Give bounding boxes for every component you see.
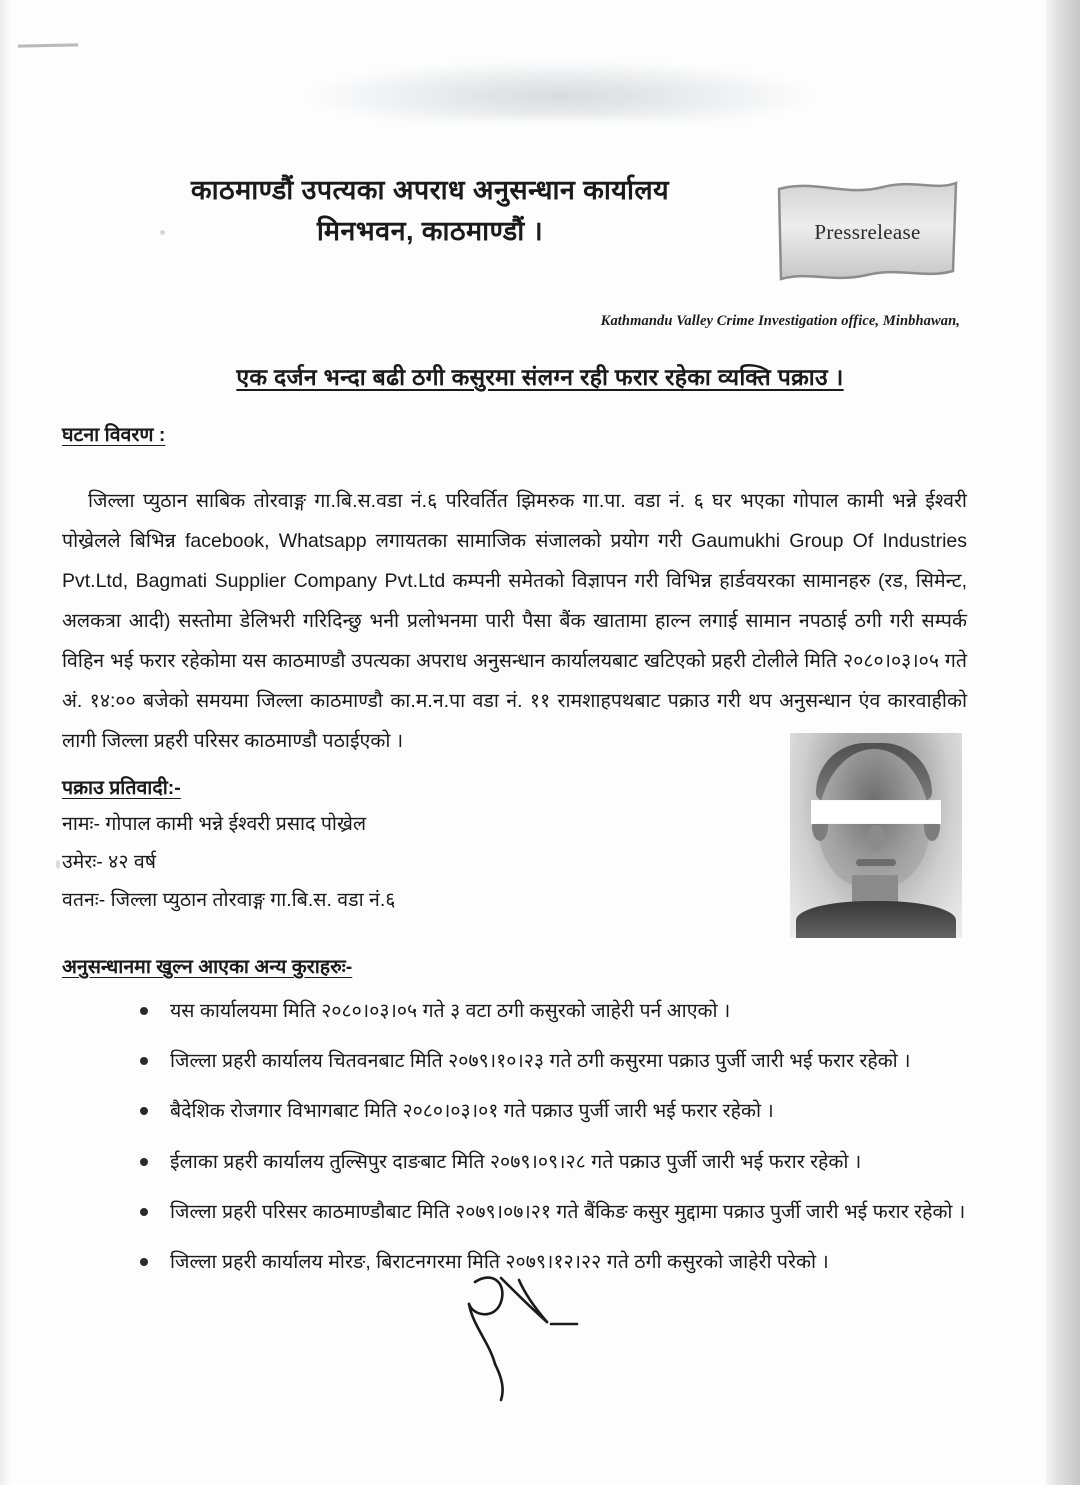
list-item-text: बैदेशिक रोजगार विभागबाट मिति २०८०।०३।०१ गते पक्राउ पुर्जी जारी भई फरार रहेको । (170, 1100, 774, 1123)
list-item-text: जिल्ला प्रहरी परिसर काठमाण्डौबाट मिति २०७९।०७।२१ गते बैंकिङ कसुर मुद्दामा पक्राउ पुर्जी जारी भई फरार रहेको । (170, 1200, 966, 1223)
photo-shoulders (796, 901, 956, 938)
arrested-defendant-label: पक्राउ प्रतिवादी:- (62, 777, 181, 799)
scan-speck (56, 860, 60, 869)
page-title: एक दर्जन भन्दा बढी ठगी कसुरमा संलग्न रही फरार रहेका व्यक्ति पक्राउ । (236, 364, 844, 390)
arrested-defendant-details (62, 805, 682, 919)
list-item-text: ईलाका प्रहरी कार्यालय तुल्सिपुर दाङबाट मिति २०७९।०९।२८ गते पक्राउ पुर्जी जारी भई फरार रहेको । (170, 1150, 862, 1173)
bullet-dot-icon (140, 1208, 148, 1216)
incident-details-label: घटना विवरण : (62, 424, 166, 446)
scan-smudge (300, 60, 820, 120)
accused-photo (790, 733, 962, 938)
office-name-english: Kathmandu Valley Crime Investigation office, Minbhawan, (600, 313, 960, 329)
press-release-ribbon (775, 175, 960, 290)
list-item (170, 1096, 972, 1127)
investigation-findings-list (62, 996, 972, 1297)
accused-address: वतनः- जिल्ला प्युठान तोरवाङ्ग गा.बि.स. वडा नं.६ (62, 889, 396, 912)
office-name-line-1: काठमाण्डौं उपत्यका अपराध अनुसन्धान कार्यालय (190, 175, 670, 205)
list-item (170, 1046, 972, 1077)
scan-edge-right (1046, 0, 1080, 1485)
incident-details-text: जिल्ला प्युठान साबिक तोरवाङ्ग गा.बि.स.वडा नं.६ परिवर्तित झिमरुक गा.पा. वडा नं. ६ घर भएका गोपाल कामी भन्ने ईश्वरी पोख्रेलले बिभिन्न facebook, Whatsapp लगायतका सामाजिक संजालको प्रयोग गरी Gaumukhi Group Of Industries Pvt.Ltd, Bagmati Supplier Company Pvt.Ltd कम्पनी समेतको विज्ञापन गरी विभिन्न हार्डवयरका सामानहरु (रड, सिमेन्ट, अलकत्रा आदी) सस्तोमा डेलिभरी गरिदिन्छु भनी प्रलोभनमा पारी पैसा बैंक खातामा हाल्न लगाई सामान नपठाई ठगी गरी सम्पर्क विहिन भई फरार रहेकोमा यस काठमाण्डौ उपत्यका अपराध अनुसन्धान कार्यालयबाट खटिएको प्रहरी टोलीले मिति २०८०।०३।०५ गते अं. १४:०० बजेको समयमा जिल्ला काठमाण्डौ का.म.न.पा वडा नं. ११ रामशाहपथबाट पक्राउ गरी थप अनुसन्धान एंव कारवाहीको लागी जिल्ला प्रहरी परिसर काठमाण्डौ पठाईएको । (62, 490, 967, 752)
photo-nose (868, 825, 884, 851)
photo-mouth (856, 859, 896, 866)
bullet-dot-icon (140, 1258, 148, 1266)
accused-age: उमेरः- ४२ वर्ष (62, 851, 156, 874)
press-release-label: Pressrelease (814, 220, 921, 244)
list-item (170, 996, 972, 1027)
bullet-dot-icon (140, 1007, 148, 1015)
investigation-findings-label: अनुसन्धानमा खुल्न आएका अन्य कुराहरुः- (62, 956, 353, 978)
list-item (170, 1147, 972, 1178)
scan-artifact-mark (18, 43, 78, 47)
bullet-dot-icon (140, 1107, 148, 1115)
signature (455, 1268, 605, 1408)
list-item-text: यस कार्यालयमा मिति २०८०।०३।०५ गते ३ वटा ठगी कसुरको जाहेरी पर्न आएको । (170, 1000, 731, 1022)
letterhead (120, 170, 740, 251)
office-address-line-2: मिनभवन, काठमाण्डौं । (316, 215, 544, 246)
scan-edge-left (0, 0, 10, 1485)
bullet-dot-icon (140, 1057, 148, 1065)
accused-name: नामः- गोपाल कामी भन्ने ईश्वरी प्रसाद पोख्रेल (62, 813, 367, 835)
eyes-redaction-bar (812, 801, 940, 823)
accused-photo-image (790, 733, 962, 938)
list-item-text: जिल्ला प्रहरी कार्यालय मोरङ, बिराटनगरमा मिति २०७९।१२।२२ गते ठगी कसुरको जाहेरी परेको । (170, 1250, 829, 1273)
bullet-dot-icon (140, 1158, 148, 1166)
list-item (170, 1197, 972, 1228)
list-item-text: जिल्ला प्रहरी कार्यालय चितवनबाट मिति २०७९।१०।२३ गते ठगी कसुरमा पक्राउ पुर्जी जारी भई फरार रहेको । (170, 1050, 911, 1073)
